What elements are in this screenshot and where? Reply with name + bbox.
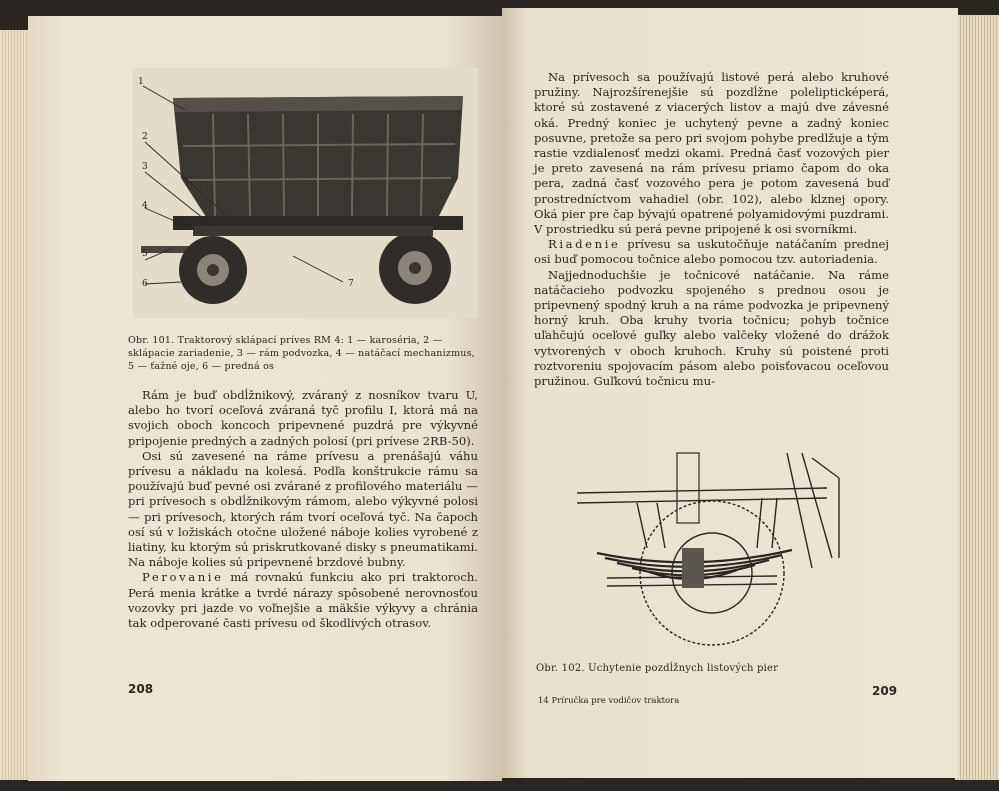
right-footer-note: 14 Príručka pre vodičov traktora — [538, 696, 680, 706]
left-body-text — [128, 388, 478, 631]
left-paragraph-2: Osi sú zavesené na ráme prívesu a prenášajú váhu prívesu a nákladu na kolesá. Podľa konštrukcie rámu sa používajú buď pevné osi zvárané z profilového materiálu — pri prívesoch s obdĺžnikovým rámom, alebo výkyvné polosi — pri prívesoch, ktorých rám tvorí oceľová tyč. Na čapoch osí sú v ložiskách otočne uložené náboje kolies vyrobené z liatiny, ku ktorým sú priskrutkované disky s pneumatikami. Na náboje kolies sú pripevnené brzdové bubny. — [128, 448, 478, 570]
book-edge-right — [955, 15, 999, 780]
right-body-text — [534, 70, 889, 389]
left-page-number: 208 — [128, 682, 154, 696]
right-page — [502, 8, 958, 778]
figure-label-7: 7 — [348, 279, 354, 289]
left-paragraph-1: Rám je buď obdĺžnikový, zváraný z nosníkov tvaru U, alebo ho tvorí oceľová zváraná tyč profilu I, ktorá má na svojich oboch koncoch pripevnené puzdrá pre výkyvné pripojenie predných a zadných polosí (pri prívese 2RB-50). — [128, 388, 478, 448]
figure-101-caption: Obr. 101. Traktorový sklápací príves RM 4: 1 — karoséria, 2 — sklápacie zariadenie, 3 — rám podvozka, 4 — natáčací mechanizmus, 5 — ťažné oje, 6 — predná os — [128, 335, 475, 372]
right-page-number: 209 — [872, 684, 898, 698]
figure-label-3: 3 — [142, 162, 148, 172]
figure-label-1: 1 — [138, 77, 144, 87]
figure-102-caption: Obr. 102. Uchytenie pozdĺžnych listových pier — [536, 663, 779, 674]
left-paragraph-3: Perovanie má rovnakú funkciu ako pri traktoroch. Perá menia krátke a tvrdé nárazy spôsobené nerovnosťou vozovky pri jazde vo voľnejšie a mäkšie výkyvy a chránia tak odperované časti prívesu od škodlivých otrasov. — [128, 570, 478, 631]
right-paragraph-1: Na prívesoch sa používajú listové perá alebo kruhové pružiny. Najrozšírenejšie sú pozdĺžne polelipticképerá, ktoré sú zostavené z viacerých listov a majú dve závesné oká. Predný koniec je uchytený pevne a zadný koniec posuvne, pretože sa pero pri svojom pohybe predlžuje a tým rastie vzdialenosť medzi okami. Predná časť vozových pier je preto zavesená na rám prívesu priamo čapom do oka pera, zadná časť vozového pera je potom zavesená buď prostredníctvom vahadiel (obr. 102), alebo klznej opory. Oká pier pre čap bývajú opatrené polyamidovými puzdrami. V prostriedku sú perá pevne pripojené k osi svorníkmi. — [534, 70, 889, 237]
figure-label-2: 2 — [142, 132, 148, 142]
figure-label-4: 4 — [142, 201, 148, 211]
trailer-illustration — [133, 68, 478, 318]
left-page — [28, 16, 502, 781]
figure-label-6: 6 — [142, 279, 148, 289]
leaf-spring-illustration — [577, 448, 867, 658]
figure-label-5: 5 — [142, 249, 148, 259]
right-paragraph-2: Riadenie prívesu sa uskutočňuje natáčaním prednej osi buď pomocou točnice alebo pomocou tzv. autoriadenia. — [534, 237, 889, 267]
right-paragraph-3: Najjednoduchšie je točnicové natáčanie. Na ráme natáčacieho podvozku spojeného s prednou osou je pripevnený spodný kruh a na ráme podvozka je pripevnený horný kruh. Oba kruhy tvoria točnicu; pohyb točnice uľahčujú oceľové guľky alebo valčeky vložené do drážok vytvorených v oboch kruhoch. Kruhy sú poistené proti roztvoreniu spojovacím pásom alebo poisťovacou oceľovou pružinou. Guľkovú točnicu mu- — [534, 267, 889, 389]
